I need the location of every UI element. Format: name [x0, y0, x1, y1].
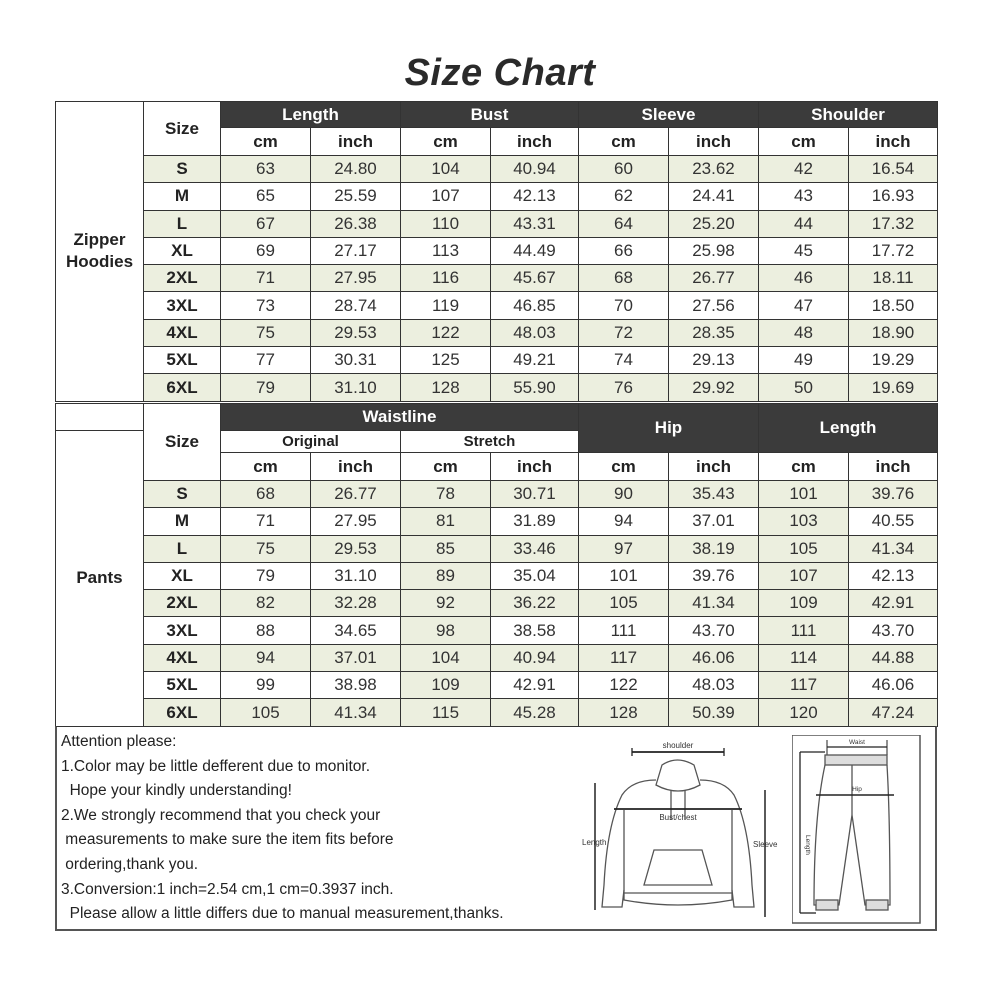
measurement-cell: 79 — [221, 374, 311, 401]
measurement-cell: 79 — [221, 562, 311, 589]
measurement-cell: 75 — [221, 319, 311, 346]
unit-header: cm — [759, 128, 849, 156]
measurement-cell: 31.89 — [491, 508, 579, 535]
measurement-cell: 26.77 — [669, 265, 759, 292]
measurement-cell: 48.03 — [669, 672, 759, 699]
measurement-cell: 40.55 — [849, 508, 938, 535]
measurement-cell: 49.21 — [491, 347, 579, 374]
measurement-cell: 27.95 — [311, 508, 401, 535]
measurement-cell: 45 — [759, 237, 849, 264]
measurement-cell: 30.71 — [491, 481, 579, 508]
measurement-cell: 128 — [401, 374, 491, 401]
measurement-cell: 36.22 — [491, 590, 579, 617]
pants-illustration — [800, 740, 894, 913]
measurement-cell: 18.90 — [849, 319, 938, 346]
measurement-cell: 44.88 — [849, 644, 938, 671]
measurement-cell: 115 — [401, 699, 491, 726]
measurement-cell: 66 — [579, 237, 669, 264]
size-cell: 4XL — [144, 644, 221, 671]
group-header-waistline: Waistline — [221, 404, 579, 431]
table-row — [56, 319, 938, 346]
unit-header: inch — [849, 128, 938, 156]
measurement-cell: 31.10 — [311, 562, 401, 589]
measurement-cell: 105 — [579, 590, 669, 617]
measurement-cell: 25.20 — [669, 210, 759, 237]
measurement-cell: 98 — [401, 617, 491, 644]
measurement-cell: 111 — [759, 617, 849, 644]
note-line: Attention please: — [61, 733, 177, 750]
size-cell: XL — [144, 237, 221, 264]
measurement-cell: 78 — [401, 481, 491, 508]
measurement-cell: 16.93 — [849, 183, 938, 210]
size-cell: 2XL — [144, 590, 221, 617]
measurement-cell: 38.98 — [311, 672, 401, 699]
measurement-cell: 71 — [221, 508, 311, 535]
table-row — [56, 210, 938, 237]
measurement-cell: 30.31 — [311, 347, 401, 374]
size-cell: 5XL — [144, 347, 221, 374]
measurement-cell: 44.49 — [491, 237, 579, 264]
measurement-cell: 68 — [579, 265, 669, 292]
group-header-hip: Hip — [579, 404, 759, 453]
measurement-cell: 113 — [401, 237, 491, 264]
measurement-cell: 40.94 — [491, 644, 579, 671]
unit-header: inch — [311, 453, 401, 481]
notes-text — [61, 730, 504, 927]
table-row — [56, 617, 938, 644]
size-cell: 5XL — [144, 672, 221, 699]
measurement-cell: 42.91 — [491, 672, 579, 699]
measurement-cell: 18.50 — [849, 292, 938, 319]
measurement-cell: 43 — [759, 183, 849, 210]
measurement-cell: 116 — [401, 265, 491, 292]
measurement-cell: 107 — [759, 562, 849, 589]
measurement-cell: 41.34 — [669, 590, 759, 617]
diagram-label-length: Length — [804, 835, 811, 855]
measurement-cell: 109 — [401, 672, 491, 699]
measurement-cell: 35.04 — [491, 562, 579, 589]
measurement-cell: 37.01 — [669, 508, 759, 535]
pants-measurement-diagram — [792, 735, 922, 925]
note-line: 3.Conversion:1 inch=2.54 cm,1 cm=0.3937 inch. — [61, 880, 394, 898]
diagram-label-shoulder: shoulder — [662, 741, 694, 750]
measurement-cell: 64 — [579, 210, 669, 237]
measurement-cell: 33.46 — [491, 535, 579, 562]
measurement-cell: 24.80 — [311, 156, 401, 183]
group-header-length: Length — [221, 102, 401, 128]
measurement-cell: 109 — [759, 590, 849, 617]
measurement-cell: 68 — [221, 481, 311, 508]
note-line: 2.We strongly recommend that you check your — [61, 806, 381, 824]
measurement-cell: 38.58 — [491, 617, 579, 644]
measurement-cell: 48.03 — [491, 319, 579, 346]
measurement-cell: 29.92 — [669, 374, 759, 401]
measurement-cell: 71 — [221, 265, 311, 292]
measurement-cell: 125 — [401, 347, 491, 374]
group-header-length: Length — [759, 404, 938, 453]
size-cell: XL — [144, 562, 221, 589]
measurement-cell: 120 — [759, 699, 849, 726]
measurement-cell: 49 — [759, 347, 849, 374]
measurement-cell: 45.28 — [491, 699, 579, 726]
measurement-cell: 65 — [221, 183, 311, 210]
page-title: Size Chart — [404, 52, 596, 94]
diagram-label-length: Length — [582, 838, 607, 847]
category-text: Zipper Hoodies — [65, 230, 134, 272]
measurement-cell: 46.06 — [669, 644, 759, 671]
measurement-cell: 119 — [401, 292, 491, 319]
measurement-cell: 46 — [759, 265, 849, 292]
measurement-cell: 94 — [221, 644, 311, 671]
measurement-cell: 76 — [579, 374, 669, 401]
table-row — [56, 292, 938, 319]
measurement-cell: 75 — [221, 535, 311, 562]
size-cell: 6XL — [144, 699, 221, 726]
measurement-cell: 40.94 — [491, 156, 579, 183]
measurement-cell: 90 — [579, 481, 669, 508]
group-header-bust: Bust — [401, 102, 579, 128]
measurement-cell: 104 — [401, 644, 491, 671]
size-cell: L — [144, 210, 221, 237]
measurement-cell: 117 — [759, 672, 849, 699]
measurement-cell: 25.59 — [311, 183, 401, 210]
unit-header: cm — [221, 128, 311, 156]
measurement-cell: 50.39 — [669, 699, 759, 726]
measurement-cell: 27.95 — [311, 265, 401, 292]
size-cell: M — [144, 183, 221, 210]
measurement-cell: 44 — [759, 210, 849, 237]
measurement-cell: 24.41 — [669, 183, 759, 210]
measurement-cell: 23.62 — [669, 156, 759, 183]
category-label-pants — [56, 431, 144, 727]
measurement-cell: 39.76 — [849, 481, 938, 508]
size-header: Size — [144, 102, 221, 156]
measurement-cell: 27.56 — [669, 292, 759, 319]
measurement-cell: 17.72 — [849, 237, 938, 264]
measurement-cell: 38.19 — [669, 535, 759, 562]
unit-header: cm — [401, 453, 491, 481]
measurement-cell: 128 — [579, 699, 669, 726]
measurement-cell: 63 — [221, 156, 311, 183]
measurement-cell: 111 — [579, 617, 669, 644]
measurement-cell: 85 — [401, 535, 491, 562]
unit-header: cm — [759, 453, 849, 481]
measurement-cell: 17.32 — [849, 210, 938, 237]
measurement-cell: 62 — [579, 183, 669, 210]
measurement-cell: 31.10 — [311, 374, 401, 401]
size-cell: 2XL — [144, 265, 221, 292]
group-header-sleeve: Sleeve — [579, 102, 759, 128]
measurement-cell: 28.74 — [311, 292, 401, 319]
measurement-cell: 47.24 — [849, 699, 938, 726]
measurement-cell: 43.70 — [849, 617, 938, 644]
measurement-cell: 47 — [759, 292, 849, 319]
measurement-cell: 41.34 — [849, 535, 938, 562]
measurement-cell: 25.98 — [669, 237, 759, 264]
measurement-cell: 104 — [401, 156, 491, 183]
size-cell: 6XL — [144, 374, 221, 401]
table-row — [56, 265, 938, 292]
notes-panel — [55, 726, 937, 931]
measurement-cell: 97 — [579, 535, 669, 562]
unit-header: inch — [491, 453, 579, 481]
measurement-cell: 29.53 — [311, 535, 401, 562]
category-text: Pants — [76, 568, 123, 588]
unit-header: inch — [669, 128, 759, 156]
measurement-cell: 105 — [221, 699, 311, 726]
measurement-cell: 101 — [579, 562, 669, 589]
table-row — [56, 644, 938, 671]
size-header: Size — [144, 404, 221, 481]
measurement-cell: 99 — [221, 672, 311, 699]
measurement-cell: 50 — [759, 374, 849, 401]
measurement-cell: 43.31 — [491, 210, 579, 237]
table-row — [56, 590, 938, 617]
table-row — [56, 699, 938, 726]
measurement-cell: 42.91 — [849, 590, 938, 617]
measurement-cell: 101 — [759, 481, 849, 508]
measurement-cell: 16.54 — [849, 156, 938, 183]
hoodie-measurement-diagram — [582, 735, 782, 920]
measurement-cell: 74 — [579, 347, 669, 374]
measurement-cell: 18.11 — [849, 265, 938, 292]
measurement-cell: 28.35 — [669, 319, 759, 346]
hoodies-size-table — [55, 101, 938, 402]
category-label-hoodies — [56, 102, 144, 402]
measurement-cell: 117 — [579, 644, 669, 671]
measurement-cell: 114 — [759, 644, 849, 671]
table-row — [56, 508, 938, 535]
note-line: Please allow a little differs due to manual measurement,thanks. — [61, 905, 504, 923]
pants-size-table — [55, 403, 938, 727]
measurement-cell: 19.69 — [849, 374, 938, 401]
measurement-cell: 35.43 — [669, 481, 759, 508]
measurement-cell: 55.90 — [491, 374, 579, 401]
measurement-cell: 73 — [221, 292, 311, 319]
measurement-cell: 88 — [221, 617, 311, 644]
table-row — [56, 535, 938, 562]
unit-header: inch — [311, 128, 401, 156]
diagram-label-hip: Hip — [852, 786, 862, 793]
measurement-cell: 77 — [221, 347, 311, 374]
measurement-cell: 42.13 — [849, 562, 938, 589]
size-cell: L — [144, 535, 221, 562]
size-cell: S — [144, 481, 221, 508]
table-row — [56, 562, 938, 589]
measurement-cell: 46.85 — [491, 292, 579, 319]
measurement-cell: 42.13 — [491, 183, 579, 210]
table-row — [56, 156, 938, 183]
measurement-cell: 34.65 — [311, 617, 401, 644]
measurement-cell: 46.06 — [849, 672, 938, 699]
table-row — [56, 237, 938, 264]
unit-header: cm — [401, 128, 491, 156]
measurement-cell: 122 — [401, 319, 491, 346]
measurement-cell: 70 — [579, 292, 669, 319]
measurement-cell: 107 — [401, 183, 491, 210]
diagram-label-bust: Bust/chest — [659, 813, 697, 822]
measurement-cell: 42 — [759, 156, 849, 183]
measurement-cell: 81 — [401, 508, 491, 535]
empty-cell — [56, 404, 144, 431]
unit-header: inch — [669, 453, 759, 481]
measurement-cell: 27.17 — [311, 237, 401, 264]
table-row — [56, 481, 938, 508]
unit-header: inch — [849, 453, 938, 481]
unit-header: cm — [579, 128, 669, 156]
measurement-cell: 122 — [579, 672, 669, 699]
unit-header: cm — [221, 453, 311, 481]
measurement-cell: 41.34 — [311, 699, 401, 726]
note-line: 1.Color may be little defferent due to monitor. — [61, 757, 371, 775]
measurement-cell: 19.29 — [849, 347, 938, 374]
measurement-cell: 48 — [759, 319, 849, 346]
measurement-cell: 69 — [221, 237, 311, 264]
size-cell: S — [144, 156, 221, 183]
note-line: Hope your kindly understanding! — [61, 782, 292, 800]
sub-header-stretch: Stretch — [401, 431, 579, 453]
unit-header: cm — [579, 453, 669, 481]
sub-header-original: Original — [221, 431, 401, 453]
table-row — [56, 183, 938, 210]
measurement-cell: 105 — [759, 535, 849, 562]
table-row — [56, 672, 938, 699]
diagram-label-waist: Waist — [848, 739, 866, 746]
table-row — [56, 347, 938, 374]
note-line: ordering,thank you. — [61, 855, 199, 873]
group-header-shoulder: Shoulder — [759, 102, 938, 128]
measurement-cell: 103 — [759, 508, 849, 535]
measurement-cell: 39.76 — [669, 562, 759, 589]
measurement-cell: 29.13 — [669, 347, 759, 374]
size-cell: 3XL — [144, 617, 221, 644]
unit-header: inch — [491, 128, 579, 156]
measurement-cell: 37.01 — [311, 644, 401, 671]
measurement-cell: 94 — [579, 508, 669, 535]
measurement-cell: 92 — [401, 590, 491, 617]
measurement-cell: 72 — [579, 319, 669, 346]
measurement-cell: 43.70 — [669, 617, 759, 644]
size-cell: 3XL — [144, 292, 221, 319]
note-line: measurements to make sure the item fits before — [61, 831, 394, 849]
table-row — [56, 374, 938, 401]
size-cell: M — [144, 508, 221, 535]
measurement-cell: 67 — [221, 210, 311, 237]
hoodie-illustration — [595, 748, 765, 917]
measurement-cell: 26.38 — [311, 210, 401, 237]
measurement-cell: 89 — [401, 562, 491, 589]
measurement-cell: 29.53 — [311, 319, 401, 346]
measurement-cell: 32.28 — [311, 590, 401, 617]
measurement-cell: 82 — [221, 590, 311, 617]
measurement-cell: 45.67 — [491, 265, 579, 292]
measurement-cell: 110 — [401, 210, 491, 237]
size-cell: 4XL — [144, 319, 221, 346]
measurement-cell: 26.77 — [311, 481, 401, 508]
measurement-cell: 60 — [579, 156, 669, 183]
diagram-label-sleeve: Sleeve — [753, 840, 778, 849]
